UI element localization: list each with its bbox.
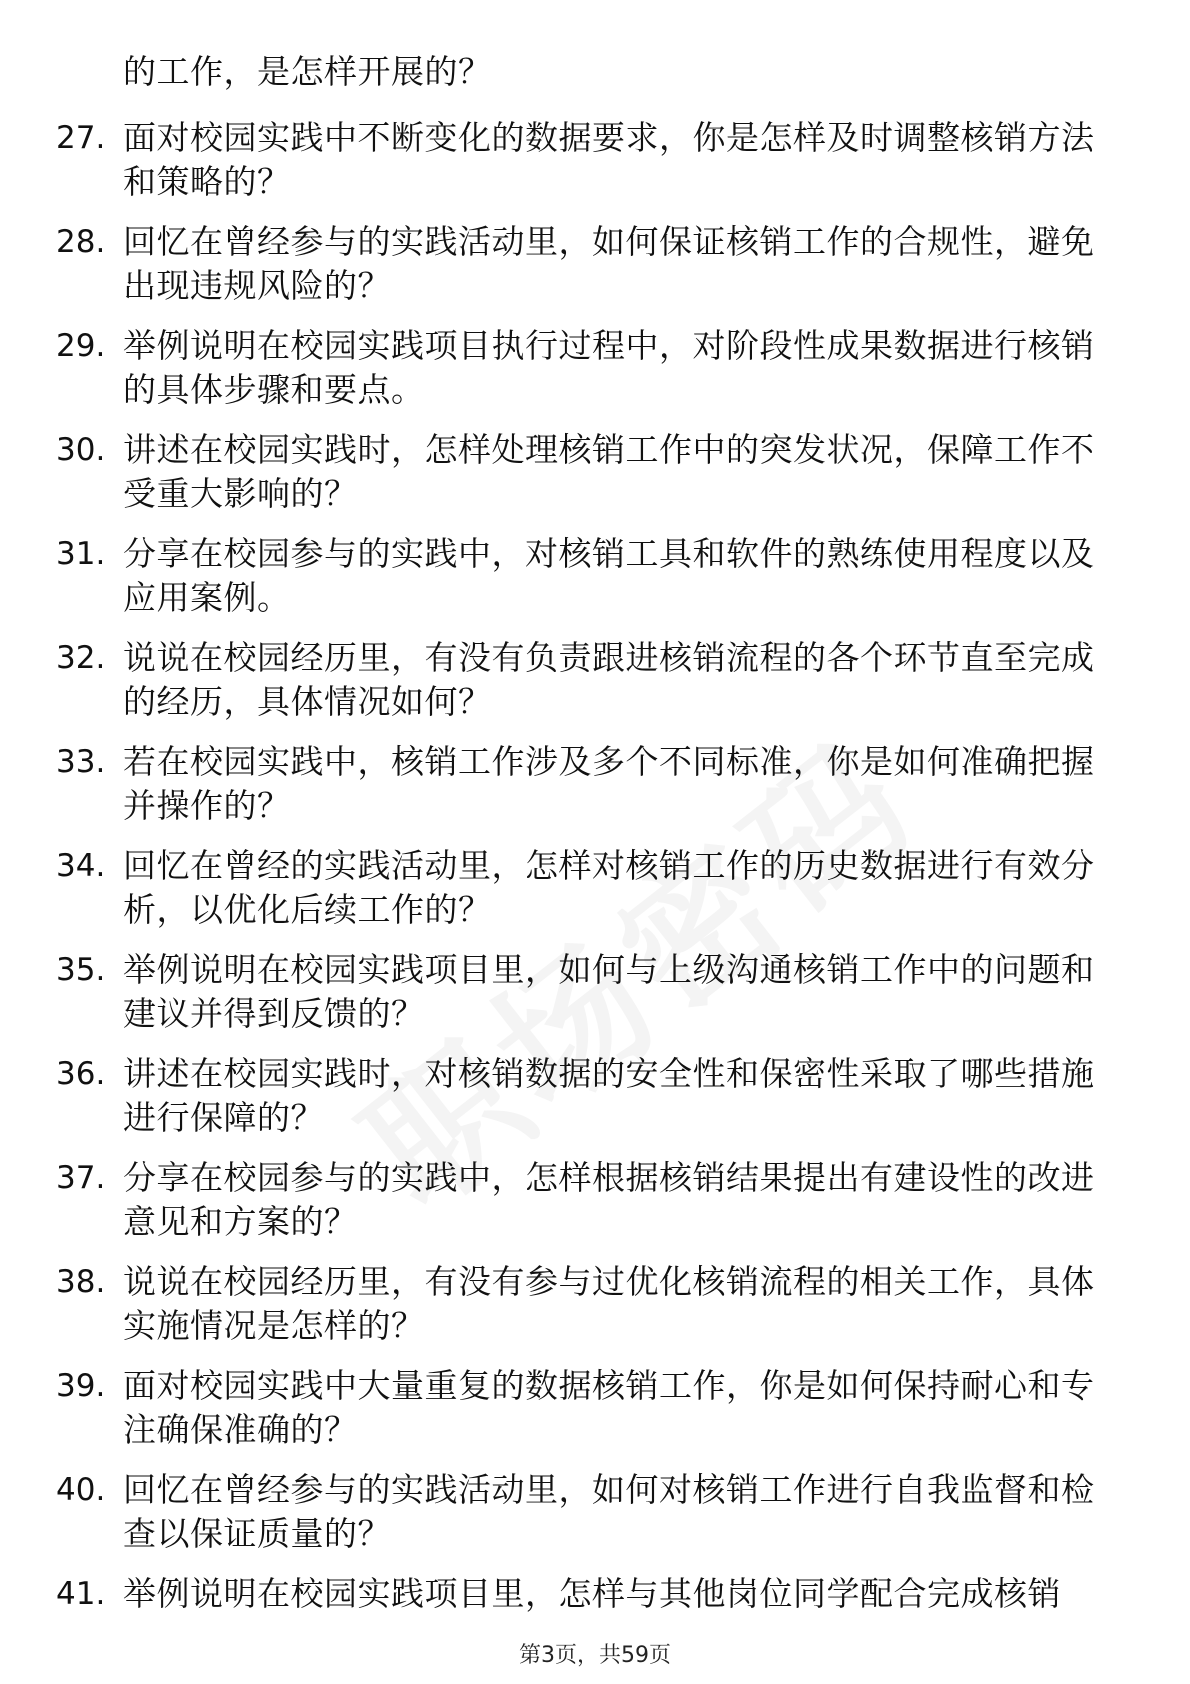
question-number: 41. bbox=[56, 1576, 106, 1612]
question-number: 29. bbox=[56, 328, 106, 364]
question-number: 30. bbox=[56, 432, 106, 468]
question-number: 34. bbox=[56, 848, 106, 884]
question-text: 回忆在曾经的实践活动里，怎样对核销工作的历史数据进行有效分析，以优化后续工作的？ bbox=[123, 846, 1095, 929]
question-item bbox=[0, 740, 1190, 844]
question-item bbox=[0, 1260, 1190, 1364]
question-text: 分享在校园参与的实践中，怎样根据核销结果提出有建设性的改进意见和方案的？ bbox=[123, 1158, 1095, 1241]
question-text: 举例说明在校园实践项目里，如何与上级沟通核销工作中的问题和建议并得到反馈的？ bbox=[123, 950, 1095, 1033]
question-text: 面对校园实践中大量重复的数据核销工作，你是如何保持耐心和专注确保准确的？ bbox=[123, 1366, 1095, 1449]
question-number: 35. bbox=[56, 952, 106, 988]
question-number: 37. bbox=[56, 1160, 106, 1196]
question-number: 39. bbox=[56, 1368, 106, 1404]
question-number: 28. bbox=[56, 224, 106, 260]
question-item bbox=[0, 1468, 1190, 1572]
question-item bbox=[0, 1052, 1190, 1156]
question-text: 举例说明在校园实践项目里，怎样与其他岗位同学配合完成核销 bbox=[123, 1574, 1061, 1613]
question-item bbox=[0, 116, 1190, 220]
question-item bbox=[0, 636, 1190, 740]
continued-question-text: 的工作，是怎样开展的？ bbox=[123, 52, 492, 91]
question-number: 33. bbox=[56, 744, 106, 780]
question-text: 说说在校园经历里，有没有负责跟进核销流程的各个环节直至完成的经历，具体情况如何？ bbox=[123, 638, 1095, 721]
question-number: 32. bbox=[56, 640, 106, 676]
question-text: 回忆在曾经参与的实践活动里，如何保证核销工作的合规性，避免出现违规风险的？ bbox=[123, 222, 1095, 305]
question-text: 分享在校园参与的实践中，对核销工具和软件的熟练使用程度以及应用案例。 bbox=[123, 534, 1095, 617]
question-number: 31. bbox=[56, 536, 106, 572]
question-text: 举例说明在校园实践项目执行过程中，对阶段性成果数据进行核销的具体步骤和要点。 bbox=[123, 326, 1095, 409]
question-list bbox=[0, 116, 1190, 1676]
question-text: 若在校园实践中，核销工作涉及多个不同标准，你是如何准确把握并操作的？ bbox=[123, 742, 1095, 825]
question-item bbox=[0, 220, 1190, 324]
question-item bbox=[0, 948, 1190, 1052]
question-item bbox=[0, 1156, 1190, 1260]
question-text: 回忆在曾经参与的实践活动里，如何对核销工作进行自我监督和检查以保证质量的？ bbox=[123, 1470, 1095, 1553]
question-item bbox=[0, 844, 1190, 948]
question-text: 讲述在校园实践时，怎样处理核销工作中的突发状况，保障工作不受重大影响的？ bbox=[123, 430, 1095, 513]
question-item bbox=[0, 428, 1190, 532]
page-number: 第3页，共59页 bbox=[519, 1643, 671, 1668]
question-number: 27. bbox=[56, 120, 106, 156]
question-item bbox=[0, 324, 1190, 428]
question-number: 40. bbox=[56, 1472, 106, 1508]
question-text: 讲述在校园实践时，对核销数据的安全性和保密性采取了哪些措施进行保障的？ bbox=[123, 1054, 1095, 1137]
question-item bbox=[0, 1364, 1190, 1468]
question-number: 36. bbox=[56, 1056, 106, 1092]
question-item bbox=[0, 532, 1190, 636]
question-text: 说说在校园经历里，有没有参与过优化核销流程的相关工作，具体实施情况是怎样的？ bbox=[123, 1262, 1095, 1345]
question-number: 38. bbox=[56, 1264, 106, 1300]
question-text: 面对校园实践中不断变化的数据要求，你是怎样及时调整核销方法和策略的？ bbox=[123, 118, 1095, 201]
